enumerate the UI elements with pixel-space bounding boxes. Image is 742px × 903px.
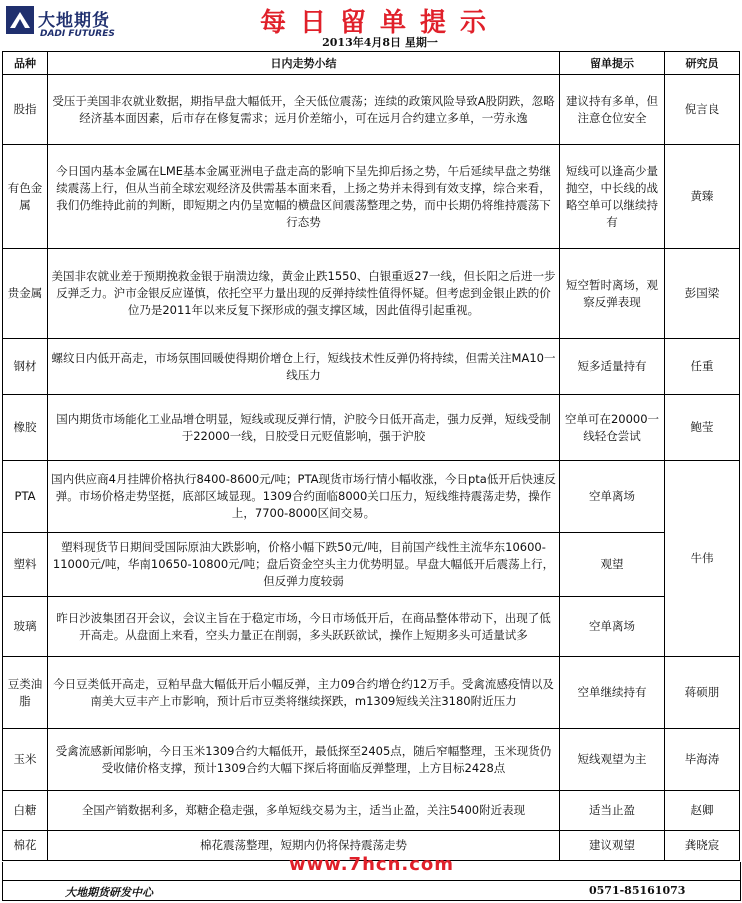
dadi-logo-icon <box>6 6 34 34</box>
report-date: 2013年4月8日 星期一 <box>322 36 438 49</box>
analyst-cell: 牛伟 <box>665 461 740 657</box>
summary-cell: 今日国内基本金属在LME基本金属亚洲电子盘走高的影响下呈先抑后扬之势，午后延续早盘之势继续震荡上行，但从当前全球宏观经济及供需基本面来看，上扬之势并未得到有效支撑，综合来看，我们仍维持此前的判断，即短期之内仍呈宽幅的横盘区间震荡整理之势，而中长期仍将维持震荡下行态势 <box>48 145 560 249</box>
advice-cell: 观望 <box>560 533 665 597</box>
table-row <box>3 249 740 339</box>
summary-cell: 棉花震荡整理，短期内仍将保持震荡走势 <box>48 831 560 861</box>
variety-cell: 白糖 <box>3 791 48 831</box>
variety-cell: 贵金属 <box>3 249 48 339</box>
analyst-cell: 黄臻 <box>665 145 740 249</box>
summary-cell: 塑料现货节日期间受国际原油大跌影响，价格小幅下跌50元/吨，目前国产线性主流华东10600-11000元/吨，华南10650-10800元/吨；盘后资金空头主力优势明显。早盘大幅低开后震荡上行，但反弹力度较弱 <box>48 533 560 597</box>
analyst-cell: 鲍莹 <box>665 395 740 461</box>
column-header-analyst: 研究员 <box>665 52 740 75</box>
summary-cell: 国内期货市场能化工业品增仓明显，短线或现反弹行情，沪胶今日低开高走，强力反弹，短线受制于22000一线，日胶受日元贬值影响，强于沪胶 <box>48 395 560 461</box>
variety-cell: 玻璃 <box>3 597 48 657</box>
table-row <box>3 791 740 831</box>
summary-cell: 国内供应商4月挂牌价格执行8400-8600元/吨；PTA现货市场行情小幅收涨，今日pta低开后快速反弹。市场价格走势坚挺，底部区域显现。1309合约面临8000关口压力，短线维持震荡走势，操作上，7700-8000区间交易。 <box>48 461 560 533</box>
page-title: 每日留单提示 <box>259 8 500 38</box>
table-row <box>3 395 740 461</box>
table-header-row <box>3 52 740 75</box>
analyst-cell: 毕海涛 <box>665 729 740 791</box>
table-row <box>3 75 740 145</box>
summary-cell: 美国非农就业差于预期挽救金银于崩溃边缘，黄金止跌1550、白银重返27一线，但长阳之后进一步反弹乏力。沪市金银反应谨慎，依托空平力量出现的反弹持续性值得怀疑。但考虑到金银止跌的价位乃是2011年以来反复下探形成的强支撑区域，因此值得引起重视。 <box>48 249 560 339</box>
analyst-cell: 蒋硕朋 <box>665 657 740 729</box>
analyst-cell: 龚晓宸 <box>665 831 740 861</box>
report-footer <box>2 854 741 901</box>
advice-table <box>2 51 740 861</box>
analyst-cell: 倪言良 <box>665 75 740 145</box>
advice-cell: 建议观望 <box>560 831 665 861</box>
company-logo <box>4 4 154 48</box>
column-header-variety: 品种 <box>3 52 48 75</box>
table-row <box>3 461 740 533</box>
summary-cell: 螺纹日内低开高走，市场氛围回暖使得期价增仓上行，短线技术性反弹仍将持续，但需关注MA10一线压力 <box>48 339 560 395</box>
variety-cell: 棉花 <box>3 831 48 861</box>
table-row <box>3 657 740 729</box>
advice-cell: 短线可以逢高少量抛空，中长线的战略空单可以继续持有 <box>560 145 665 249</box>
logo-english-name: DADI FUTURES <box>40 29 115 39</box>
variety-cell: 股指 <box>3 75 48 145</box>
summary-cell: 今日豆类低开高走，豆粕早盘大幅低开后小幅反弹，主力09合约增仓约12万手。受禽流感疫情以及南美大豆丰产上市影响，预计后市豆类将继续探跌，m1309短线关注3180附近压力 <box>48 657 560 729</box>
analyst-cell: 任重 <box>665 339 740 395</box>
advice-cell: 短空暂时离场，观察反弹表现 <box>560 249 665 339</box>
advice-cell: 空单继续持有 <box>560 657 665 729</box>
watermark-bar <box>3 854 740 881</box>
table-row <box>3 729 740 791</box>
variety-cell: PTA <box>3 461 48 533</box>
advice-cell: 短多适量持有 <box>560 339 665 395</box>
variety-cell: 塑料 <box>3 533 48 597</box>
summary-cell: 昨日沙波集团召开会议，会议主旨在于稳定市场，今日市场低开后，在商品整体带动下，出现了低开高走。从盘面上来看，空头力量正在削弱，多头跃跃欲试，操作上短期多头可适量试多 <box>48 597 560 657</box>
variety-cell: 钢材 <box>3 339 48 395</box>
analyst-cell: 彭国梁 <box>665 249 740 339</box>
site-watermark: www.7hcn.com <box>288 854 455 875</box>
advice-cell: 建议持有多单，但注意仓位安全 <box>560 75 665 145</box>
table-row <box>3 339 740 395</box>
variety-cell: 玉米 <box>3 729 48 791</box>
research-center-name: 大地期货研发中心 <box>65 886 153 899</box>
advice-cell: 适当止盈 <box>560 791 665 831</box>
variety-cell: 橡胶 <box>3 395 48 461</box>
table-row <box>3 533 740 597</box>
analyst-cell: 赵卿 <box>665 791 740 831</box>
summary-cell: 受禽流感新闻影响，今日玉米1309合约大幅低开，最低探至2405点，随后窄幅整理，玉米现货仍受收储价格支撑，预计1309合约大幅下探后将面临反弹整理，上方目标2428点 <box>48 729 560 791</box>
advice-cell: 空单可在20000一线轻仓尝试 <box>560 395 665 461</box>
report-header <box>0 0 742 52</box>
advice-cell: 短线观望为主 <box>560 729 665 791</box>
summary-cell: 受压于美国非农就业数据，期指早盘大幅低开，全天低位震荡；连续的政策风险导致A股阴跌，忽略经济基本面因素，后市存在修复需求；远月价差缩小，可在远月合约建立多单，一劳永逸 <box>48 75 560 145</box>
contact-phone: 0571-85161073 <box>589 884 686 897</box>
column-header-advice: 留单提示 <box>560 52 665 75</box>
summary-cell: 全国产销数据利多，郑糖企稳走强，多单短线交易为主，适当止盈，关注5400附近表现 <box>48 791 560 831</box>
table-row <box>3 145 740 249</box>
column-header-summary: 日内走势小结 <box>48 52 560 75</box>
variety-cell: 有色金属 <box>3 145 48 249</box>
table-row <box>3 597 740 657</box>
advice-cell: 空单离场 <box>560 597 665 657</box>
logo-chinese-name: 大地期货 <box>38 11 110 31</box>
advice-cell: 空单离场 <box>560 461 665 533</box>
variety-cell: 豆类油脂 <box>3 657 48 729</box>
